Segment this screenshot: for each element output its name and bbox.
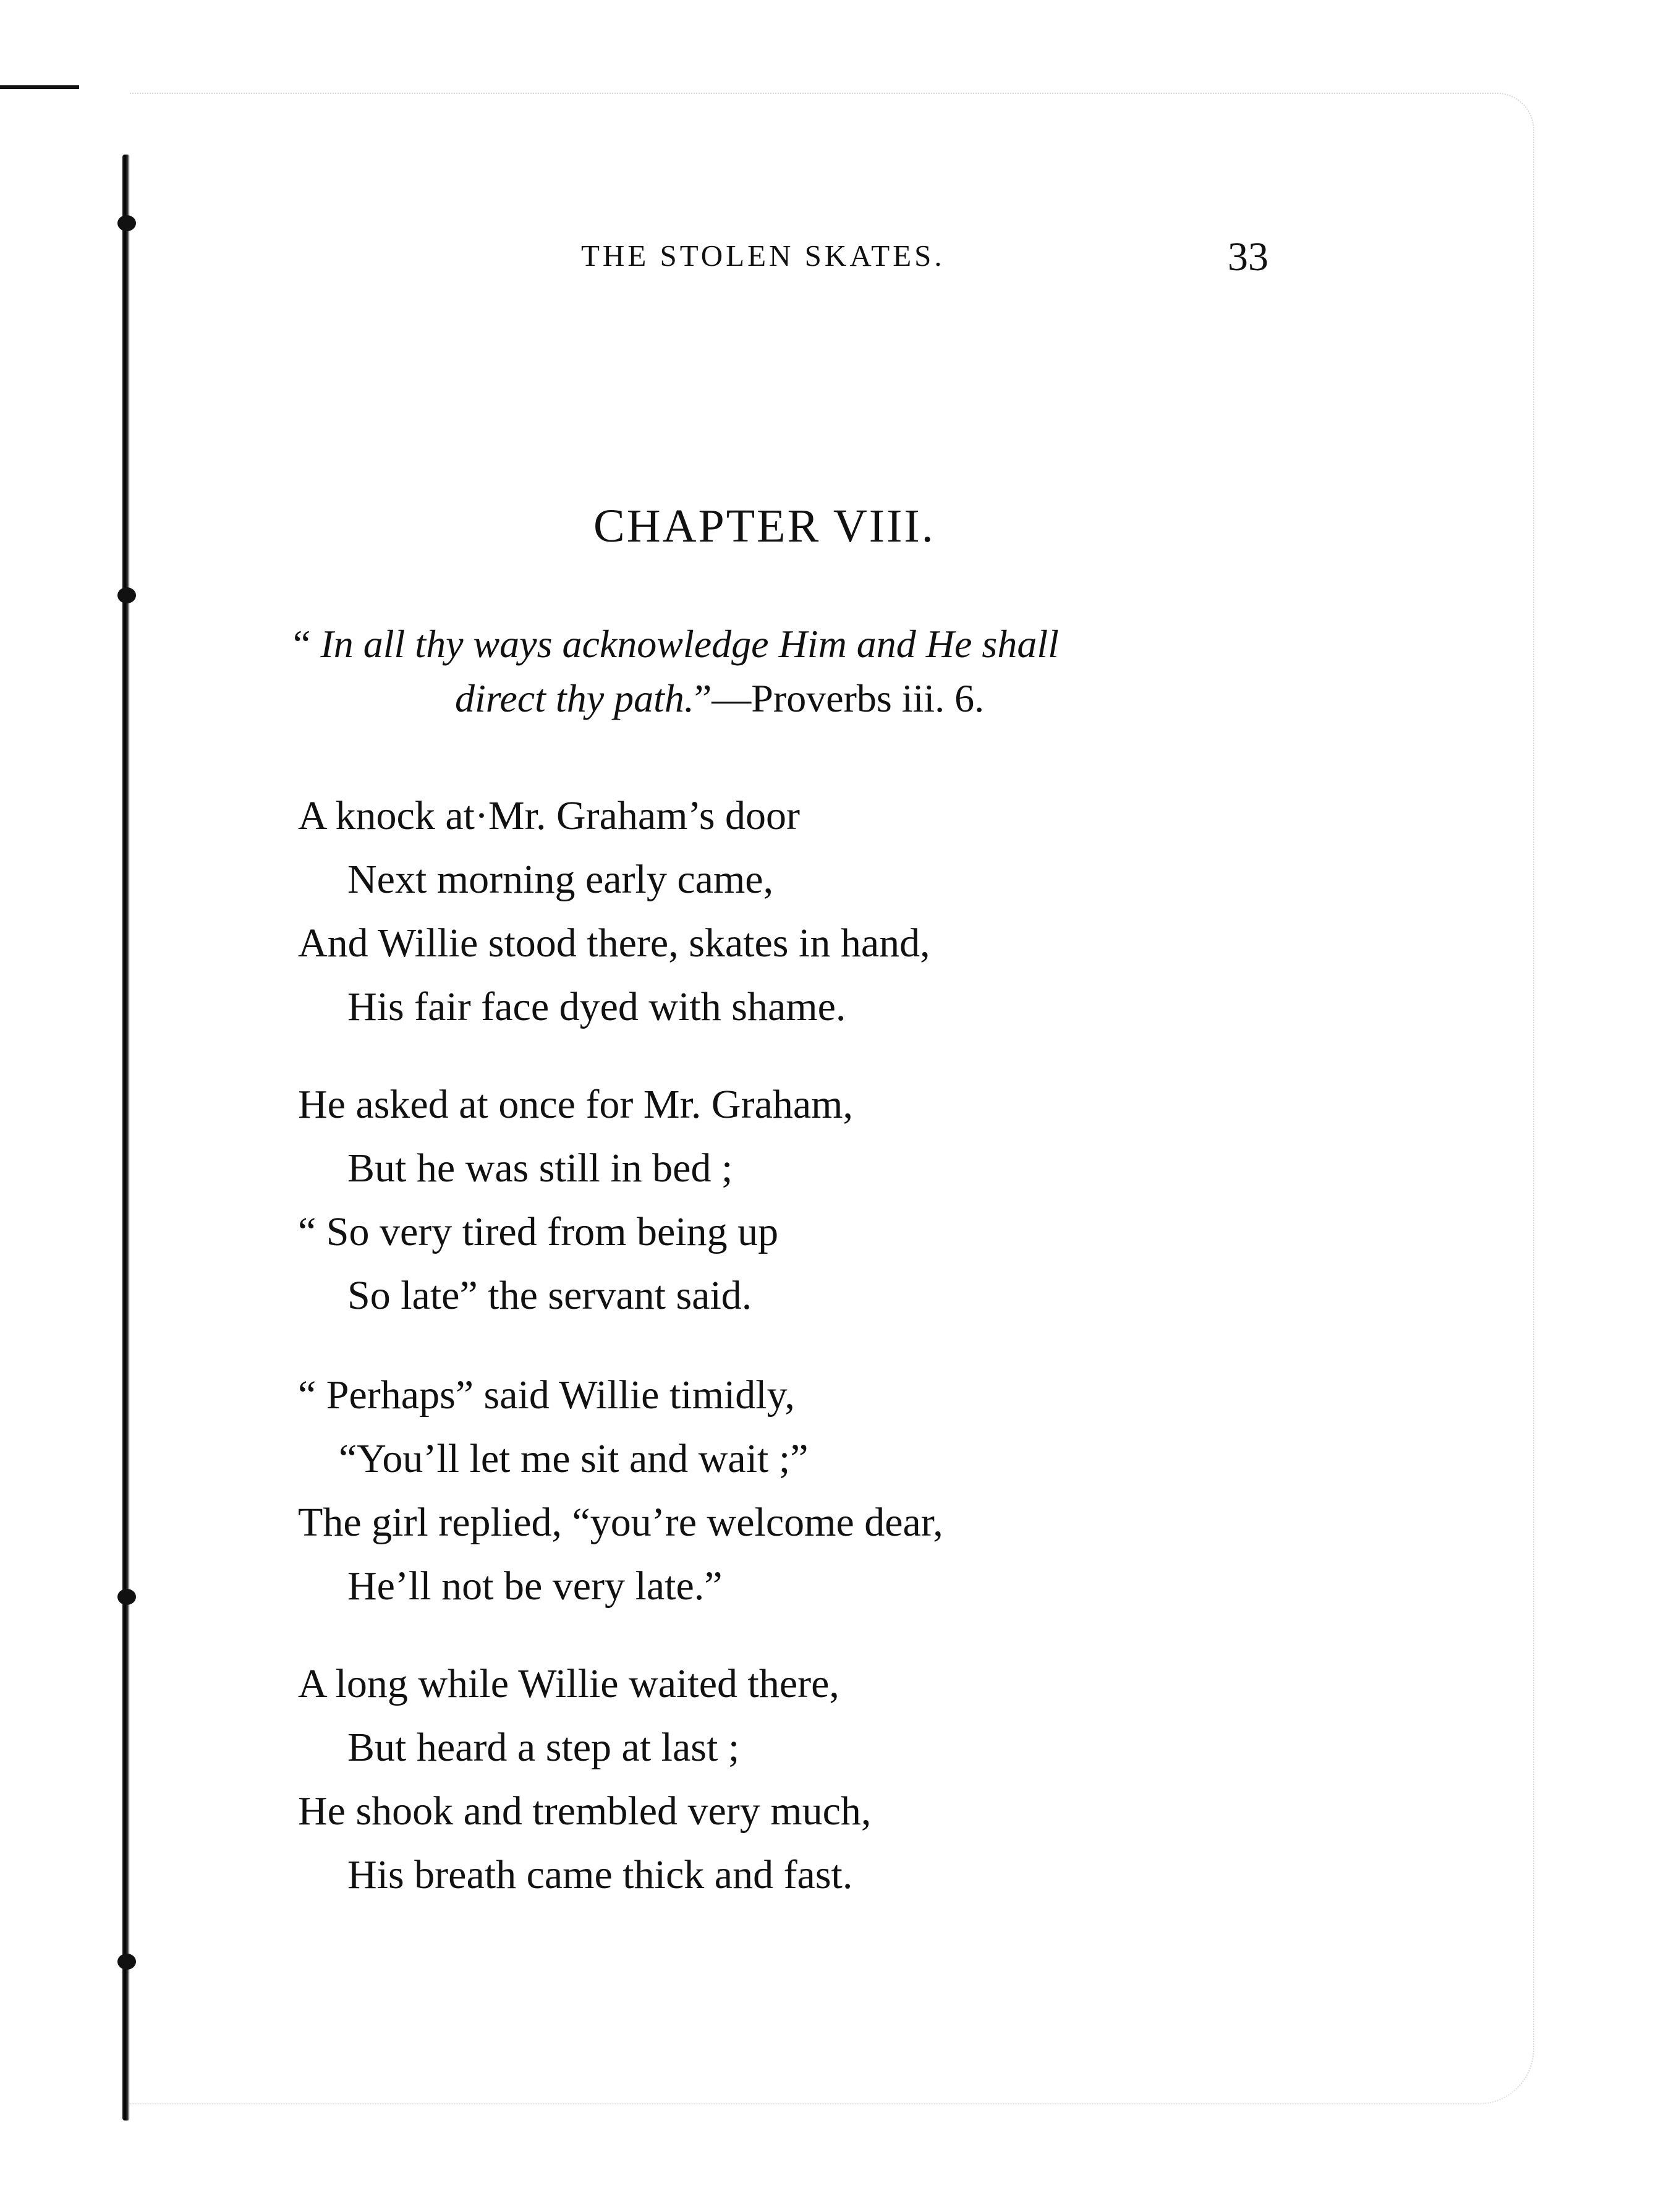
verse-line: “ Perhaps” said Willie timidly, [298, 1372, 795, 1418]
epigraph-line-2-italic: direct thy path. [455, 676, 694, 720]
verse-line: His fair face dyed with shame. [347, 984, 846, 1029]
epigraph [293, 617, 1059, 726]
verse-line: Next morning early came, [347, 857, 774, 902]
stanza-4 [298, 1652, 871, 1907]
stanza-3 [298, 1363, 943, 1618]
verse-line: A long while Willie waited there, [298, 1661, 839, 1706]
verse-line: “ So very tired from being up [298, 1209, 779, 1254]
verse-line: But heard a step at last ; [347, 1725, 740, 1770]
epigraph-open-quote: “ [293, 622, 311, 666]
verse-line: He’ll not be very late.” [347, 1563, 723, 1609]
epigraph-citation: ”—Proverbs iii. 6. [694, 676, 985, 720]
stanza-1 [298, 784, 930, 1039]
verse-line: The girl replied, “you’re welcome dear, [298, 1500, 943, 1545]
scan-edge-mark [0, 85, 79, 89]
stanza-2 [298, 1073, 853, 1327]
binding-edge [122, 155, 130, 2121]
chapter-title: CHAPTER VIII. [593, 500, 935, 552]
verse-line: “You’ll let me sit and wait ;” [339, 1436, 809, 1481]
verse-line: His breath came thick and fast. [347, 1852, 853, 1897]
epigraph-line-2 [293, 671, 1059, 726]
verse-line: And Willie stood there, skates in hand, [298, 921, 930, 966]
verse-line: But he was still in bed ; [347, 1146, 733, 1191]
verse-line: He asked at once for Mr. Graham, [298, 1082, 853, 1127]
verse-line: So late” the servant said. [347, 1273, 752, 1318]
verse-line: He shook and trembled very much, [298, 1789, 872, 1834]
running-head: THE STOLEN SKATES. [581, 239, 945, 273]
page-number: 33 [1228, 234, 1268, 279]
epigraph-line-1: In all thy ways acknowledge Him and He shall [320, 622, 1059, 666]
verse-line: A knock at·Mr. Graham’s door [298, 793, 801, 838]
